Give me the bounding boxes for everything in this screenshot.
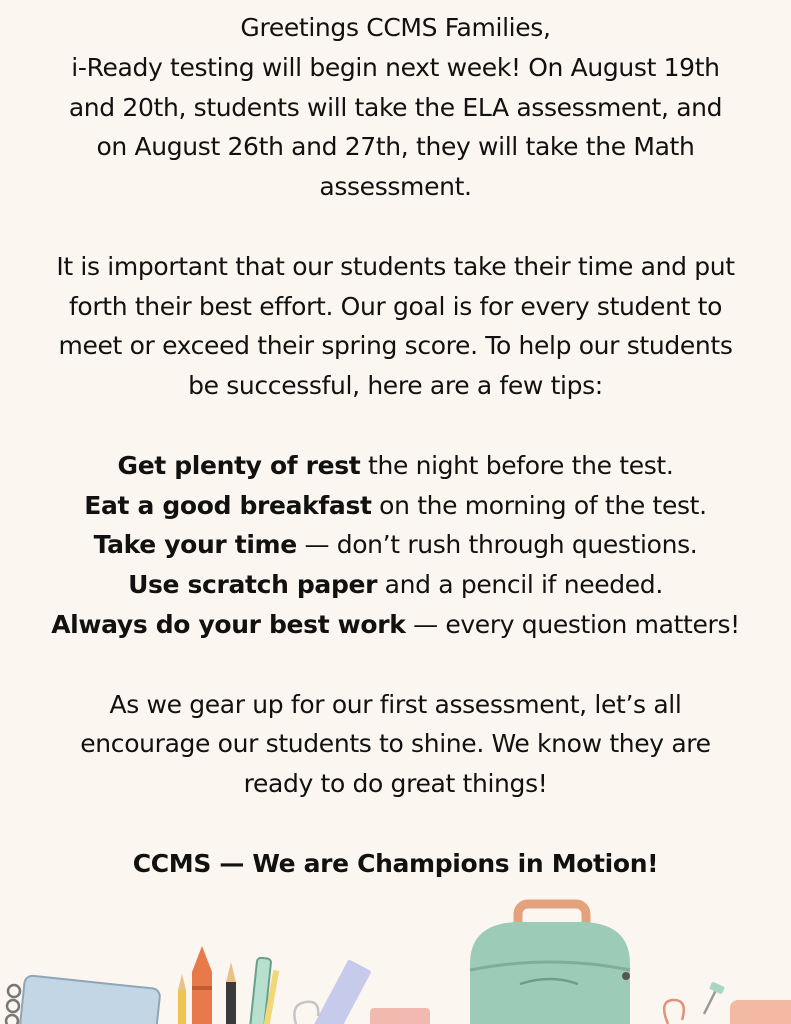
paragraph-gap bbox=[0, 207, 791, 247]
importance-line: meet or exceed their spring score. To help our students bbox=[58, 331, 733, 361]
intro-line: assessment. bbox=[319, 172, 472, 202]
tip-bold: Get plenty of rest bbox=[117, 450, 361, 480]
importance-line: It is important that our students take their time and put bbox=[56, 251, 735, 281]
intro-line: and 20th, students will take the ELA assessment, and bbox=[68, 92, 723, 122]
tip-bold: Eat a good breakfast bbox=[84, 490, 372, 520]
crayon-icon bbox=[192, 946, 212, 1024]
intro-line: i-Ready testing will begin next week! On August 19th bbox=[71, 52, 720, 82]
paragraph-gap bbox=[0, 406, 791, 446]
tip-bold: Take your time bbox=[93, 530, 297, 560]
letter-body bbox=[0, 8, 791, 884]
tip-text: on the morning of the test. bbox=[371, 490, 707, 520]
pushpin-icon bbox=[704, 981, 725, 1014]
ruler-icon bbox=[306, 959, 371, 1024]
tip-text: and a pencil if needed. bbox=[377, 570, 663, 600]
importance-line: be successful, here are a few tips: bbox=[188, 371, 603, 401]
greeting: Greetings CCMS Families, bbox=[240, 13, 551, 42]
tip-item bbox=[0, 565, 791, 605]
marker-icon bbox=[250, 957, 279, 1024]
tip-item bbox=[0, 605, 791, 645]
backpack-icon bbox=[470, 904, 630, 1024]
importance-line: forth their best effort. Our goal is for every student to bbox=[68, 291, 723, 321]
tip-item bbox=[0, 525, 791, 565]
school-supplies-illustration bbox=[0, 890, 791, 1024]
tip-text: the night before the test. bbox=[360, 450, 674, 480]
spiral-notebook-icon bbox=[6, 975, 161, 1024]
closing-slogan: CCMS — We are Champions in Motion! bbox=[132, 848, 659, 878]
eraser-icon bbox=[370, 1008, 430, 1024]
tip-item bbox=[0, 446, 791, 486]
tip-bold: Use scratch paper bbox=[128, 570, 378, 600]
tip-item bbox=[0, 486, 791, 526]
tip-bold: Always do your best work bbox=[51, 609, 406, 639]
eraser-icon bbox=[730, 1000, 791, 1024]
encourage-line: encourage our students to shine. We know they are bbox=[80, 729, 711, 759]
tip-text: — every question matters! bbox=[405, 609, 740, 639]
encourage-line: As we gear up for our first assessment, let’s all bbox=[109, 689, 682, 719]
encourage-line: ready to do great things! bbox=[243, 769, 548, 799]
paragraph-gap bbox=[0, 804, 791, 844]
tip-text: — don’t rush through questions. bbox=[296, 530, 698, 560]
paragraph-gap bbox=[0, 645, 791, 685]
intro-line: on August 26th and 27th, they will take the Math bbox=[96, 132, 695, 162]
